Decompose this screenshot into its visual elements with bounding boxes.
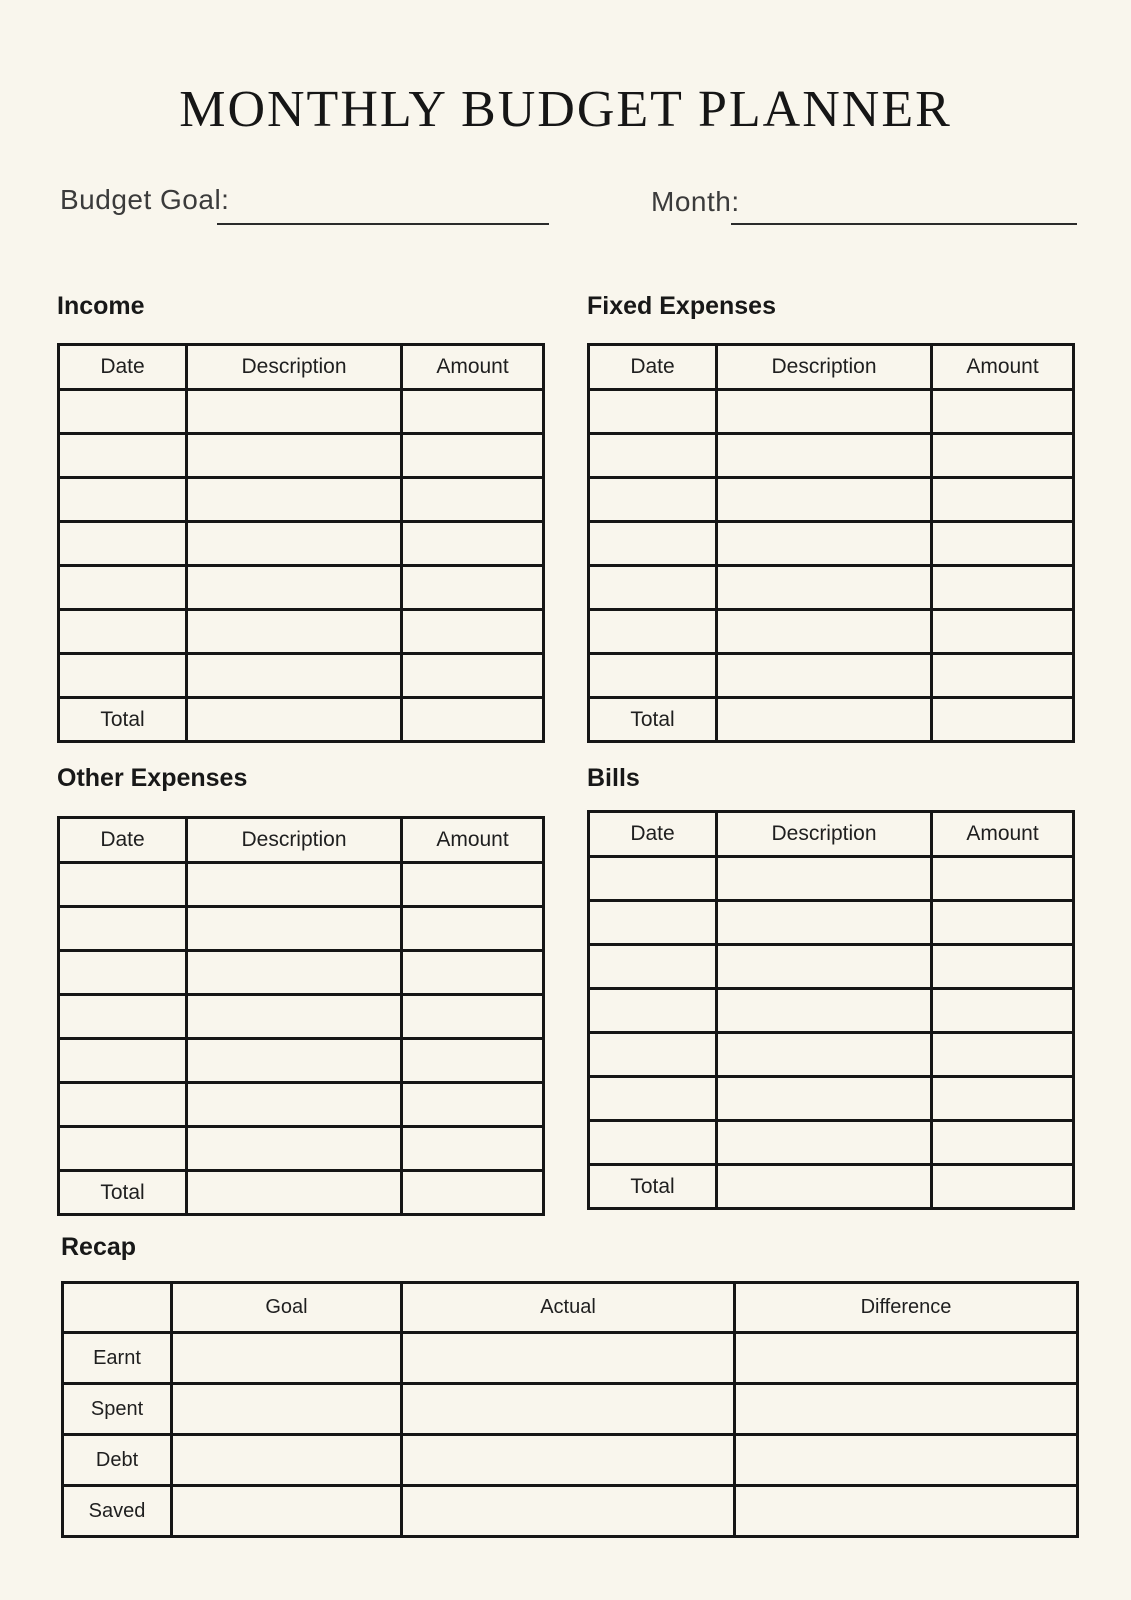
table-row (589, 478, 1074, 522)
empty-cell[interactable] (172, 1333, 402, 1384)
recap-col-difference: Difference (735, 1283, 1078, 1333)
empty-cell[interactable] (59, 522, 187, 566)
fixed-expenses-heading: Fixed Expenses (587, 292, 776, 320)
total-row (589, 698, 1074, 742)
table-row (59, 654, 544, 698)
total-amount-cell[interactable] (932, 1165, 1074, 1209)
empty-cell[interactable] (402, 1384, 735, 1435)
empty-cell[interactable] (735, 1435, 1078, 1486)
col-header-date: Date (59, 345, 187, 390)
page-title: MONTHLY BUDGET PLANNER (179, 81, 952, 138)
empty-cell[interactable] (402, 1486, 735, 1537)
empty-cell[interactable] (187, 995, 402, 1039)
table-row (59, 995, 544, 1039)
col-header-date: Date (589, 345, 717, 390)
empty-cell[interactable] (402, 1435, 735, 1486)
empty-cell[interactable] (735, 1333, 1078, 1384)
empty-cell[interactable] (589, 1033, 717, 1077)
recap-col-goal: Goal (172, 1283, 402, 1333)
col-header-amount: Amount (402, 345, 544, 390)
col-header-description: Description (187, 818, 402, 863)
empty-cell[interactable] (589, 1121, 717, 1165)
recap-row-label: Debt (63, 1435, 172, 1486)
table-header-row (59, 818, 544, 863)
total-value-cell[interactable] (187, 1171, 402, 1215)
col-header-description: Description (717, 345, 932, 390)
table-row (589, 390, 1074, 434)
total-row (59, 1171, 544, 1215)
empty-cell[interactable] (932, 1121, 1074, 1165)
empty-cell[interactable] (589, 945, 717, 989)
col-header-amount: Amount (402, 818, 544, 863)
empty-cell[interactable] (717, 654, 932, 698)
table-row (59, 863, 544, 907)
empty-cell[interactable] (187, 654, 402, 698)
table-header-row (589, 812, 1074, 857)
empty-cell[interactable] (589, 901, 717, 945)
table-row (589, 989, 1074, 1033)
empty-cell[interactable] (402, 522, 544, 566)
other-expenses-heading: Other Expenses (57, 764, 248, 792)
empty-cell[interactable] (589, 390, 717, 434)
empty-cell[interactable] (932, 522, 1074, 566)
empty-cell[interactable] (932, 654, 1074, 698)
empty-cell[interactable] (932, 857, 1074, 901)
empty-cell[interactable] (59, 654, 187, 698)
empty-cell[interactable] (589, 434, 717, 478)
recap-row-label: Earnt (63, 1333, 172, 1384)
empty-cell[interactable] (717, 390, 932, 434)
empty-cell[interactable] (932, 901, 1074, 945)
empty-cell[interactable] (187, 951, 402, 995)
total-value-cell[interactable] (717, 698, 932, 742)
empty-cell[interactable] (717, 522, 932, 566)
empty-cell[interactable] (932, 1033, 1074, 1077)
recap-row-label: Saved (63, 1486, 172, 1537)
empty-cell[interactable] (589, 478, 717, 522)
empty-cell[interactable] (402, 995, 544, 1039)
fixed-expenses-table (587, 343, 1075, 743)
income-heading: Income (57, 292, 145, 320)
empty-cell[interactable] (59, 610, 187, 654)
empty-cell[interactable] (187, 863, 402, 907)
budget-goal-write-line[interactable] (217, 223, 549, 225)
table-row (59, 1039, 544, 1083)
col-header-description: Description (717, 812, 932, 857)
empty-cell[interactable] (717, 1121, 932, 1165)
empty-cell[interactable] (187, 434, 402, 478)
empty-cell[interactable] (59, 863, 187, 907)
empty-cell[interactable] (589, 1077, 717, 1121)
empty-cell[interactable] (402, 390, 544, 434)
table-row (589, 434, 1074, 478)
empty-cell[interactable] (589, 989, 717, 1033)
table-row (589, 945, 1074, 989)
table-row (59, 610, 544, 654)
empty-cell[interactable] (187, 1083, 402, 1127)
table-row (589, 654, 1074, 698)
table-header-row (59, 345, 544, 390)
table-row (59, 1127, 544, 1171)
empty-cell[interactable] (402, 478, 544, 522)
empty-cell[interactable] (932, 945, 1074, 989)
recap-header-row (63, 1283, 1078, 1333)
empty-cell[interactable] (402, 1083, 544, 1127)
total-row (59, 698, 544, 742)
empty-cell[interactable] (932, 434, 1074, 478)
empty-cell[interactable] (717, 945, 932, 989)
empty-cell[interactable] (59, 478, 187, 522)
empty-cell[interactable] (717, 1077, 932, 1121)
empty-cell[interactable] (187, 566, 402, 610)
empty-cell[interactable] (187, 1039, 402, 1083)
total-row (589, 1165, 1074, 1209)
empty-cell[interactable] (402, 863, 544, 907)
table-row (589, 1033, 1074, 1077)
empty-cell[interactable] (932, 390, 1074, 434)
empty-cell[interactable] (932, 566, 1074, 610)
table-row (59, 566, 544, 610)
empty-cell[interactable] (932, 610, 1074, 654)
empty-cell[interactable] (589, 610, 717, 654)
other-expenses-table (57, 816, 545, 1216)
table-row (589, 901, 1074, 945)
recap-row-debt (63, 1435, 1078, 1486)
table-row (589, 610, 1074, 654)
total-amount-cell[interactable] (402, 698, 544, 742)
empty-cell[interactable] (59, 1127, 187, 1171)
col-header-description: Description (187, 345, 402, 390)
empty-cell[interactable] (59, 434, 187, 478)
recap-row-earnt (63, 1333, 1078, 1384)
table-row (59, 390, 544, 434)
empty-cell[interactable] (402, 566, 544, 610)
table-header-row (589, 345, 1074, 390)
empty-cell[interactable] (589, 857, 717, 901)
empty-cell[interactable] (589, 522, 717, 566)
table-row (59, 434, 544, 478)
table-row (59, 1083, 544, 1127)
budget-goal-label: Budget Goal: (60, 184, 230, 215)
col-header-amount: Amount (932, 812, 1074, 857)
empty-cell[interactable] (59, 390, 187, 434)
total-amount-cell[interactable] (932, 698, 1074, 742)
empty-cell[interactable] (59, 951, 187, 995)
empty-cell[interactable] (717, 478, 932, 522)
empty-cell[interactable] (402, 1333, 735, 1384)
total-label: Total (589, 1165, 717, 1209)
empty-cell[interactable] (187, 907, 402, 951)
empty-cell[interactable] (932, 989, 1074, 1033)
empty-cell[interactable] (735, 1486, 1078, 1537)
empty-cell[interactable] (187, 1127, 402, 1171)
recap-row-saved (63, 1486, 1078, 1537)
month-write-line[interactable] (731, 223, 1077, 225)
recap-table (61, 1281, 1079, 1538)
empty-cell[interactable] (59, 907, 187, 951)
empty-cell[interactable] (402, 610, 544, 654)
empty-cell[interactable] (589, 566, 717, 610)
empty-cell[interactable] (172, 1435, 402, 1486)
month-label: Month: (651, 186, 740, 217)
bills-heading: Bills (587, 764, 640, 792)
empty-cell[interactable] (402, 951, 544, 995)
empty-cell[interactable] (59, 566, 187, 610)
recap-corner-cell (63, 1283, 172, 1333)
empty-cell[interactable] (735, 1384, 1078, 1435)
empty-cell[interactable] (717, 1033, 932, 1077)
table-row (589, 522, 1074, 566)
table-row (59, 951, 544, 995)
empty-cell[interactable] (717, 610, 932, 654)
empty-cell[interactable] (187, 478, 402, 522)
table-row (589, 1077, 1074, 1121)
empty-cell[interactable] (402, 1039, 544, 1083)
income-table (57, 343, 545, 743)
empty-cell[interactable] (402, 1127, 544, 1171)
empty-cell[interactable] (187, 522, 402, 566)
recap-col-actual: Actual (402, 1283, 735, 1333)
table-row (589, 566, 1074, 610)
table-row (589, 1121, 1074, 1165)
empty-cell[interactable] (932, 478, 1074, 522)
bills-table (587, 810, 1075, 1210)
recap-row-label: Spent (63, 1384, 172, 1435)
table-row (59, 522, 544, 566)
table-row (59, 907, 544, 951)
empty-cell[interactable] (717, 434, 932, 478)
col-header-date: Date (59, 818, 187, 863)
table-row (589, 857, 1074, 901)
empty-cell[interactable] (187, 390, 402, 434)
empty-cell[interactable] (59, 1083, 187, 1127)
empty-cell[interactable] (717, 857, 932, 901)
empty-cell[interactable] (589, 654, 717, 698)
empty-cell[interactable] (402, 907, 544, 951)
empty-cell[interactable] (717, 989, 932, 1033)
total-value-cell[interactable] (187, 698, 402, 742)
empty-cell[interactable] (59, 1039, 187, 1083)
total-label: Total (59, 698, 187, 742)
empty-cell[interactable] (59, 995, 187, 1039)
recap-heading: Recap (61, 1233, 137, 1261)
empty-cell[interactable] (402, 654, 544, 698)
empty-cell[interactable] (717, 566, 932, 610)
empty-cell[interactable] (932, 1077, 1074, 1121)
total-label: Total (589, 698, 717, 742)
empty-cell[interactable] (172, 1384, 402, 1435)
col-header-date: Date (589, 812, 717, 857)
col-header-amount: Amount (932, 345, 1074, 390)
empty-cell[interactable] (717, 901, 932, 945)
empty-cell[interactable] (172, 1486, 402, 1537)
total-label: Total (59, 1171, 187, 1215)
empty-cell[interactable] (402, 434, 544, 478)
total-value-cell[interactable] (717, 1165, 932, 1209)
empty-cell[interactable] (187, 610, 402, 654)
recap-row-spent (63, 1384, 1078, 1435)
total-amount-cell[interactable] (402, 1171, 544, 1215)
table-row (59, 478, 544, 522)
